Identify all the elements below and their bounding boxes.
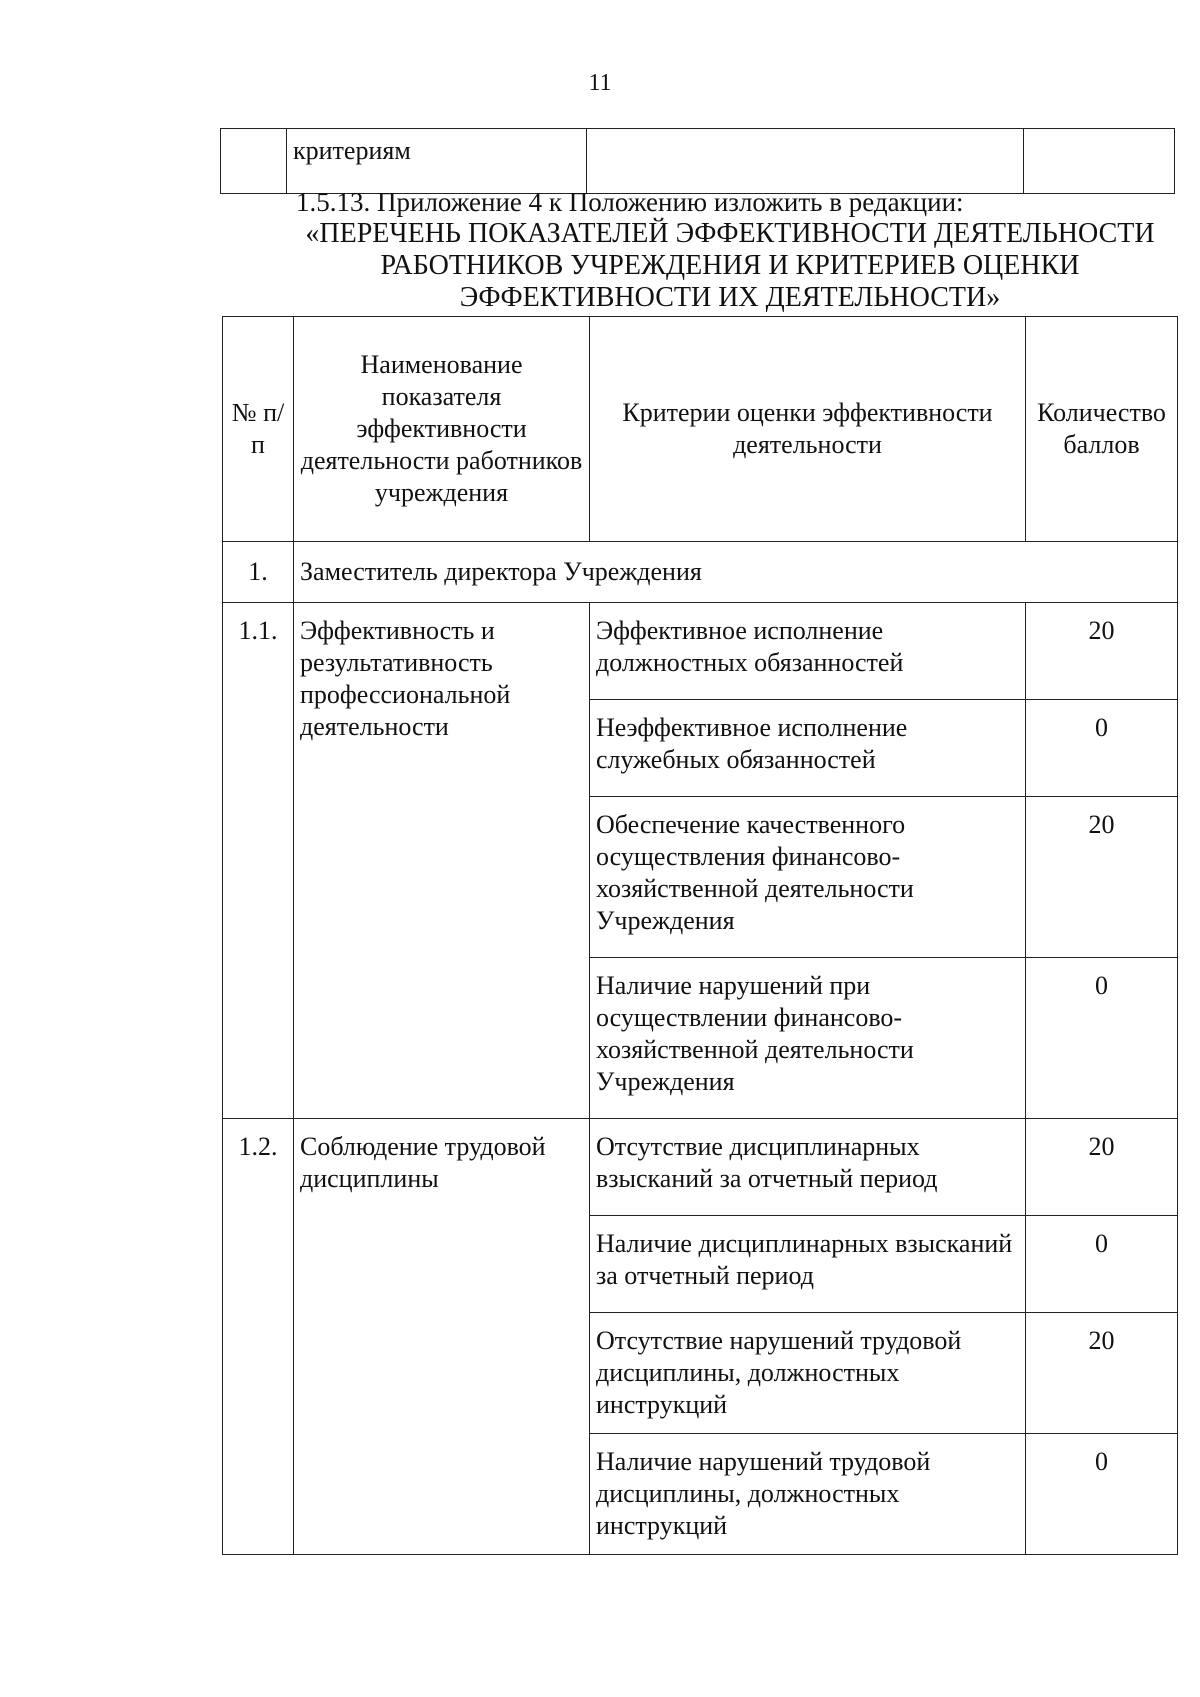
continuation-cell-points	[1024, 129, 1175, 194]
group-number: 1.1.	[223, 603, 294, 1119]
criterion-cell: Эффективное исполнение должностных обязанностей	[590, 603, 1026, 700]
heading-line-1: «ПЕРЕЧЕНЬ ПОКАЗАТЕЛЕЙ ЭФФЕКТИВНОСТИ ДЕЯТЕЛЬНОСТИ	[305, 218, 1155, 249]
header-points: Количество баллов	[1026, 317, 1178, 542]
continuation-table	[220, 128, 1175, 194]
criterion-cell: Отсутствие дисциплинарных взысканий за отчетный период	[590, 1119, 1026, 1216]
criterion-cell: Неэффективное исполнение служебных обязанностей	[590, 700, 1026, 797]
points-cell: 0	[1026, 1216, 1178, 1313]
header-indicator: Наименование показателя эффективности деятельности работников учреждения	[294, 317, 590, 542]
criterion-cell: Наличие нарушений при осуществлении финансово-хозяйственной деятельности Учреждения	[590, 958, 1026, 1119]
indicators-table	[222, 316, 1178, 1555]
table-row	[223, 1119, 1178, 1216]
criterion-cell: Обеспечение качественного осуществления финансово-хозяйственной деятельности Учреждения	[590, 797, 1026, 958]
points-cell: 20	[1026, 797, 1178, 958]
criterion-cell: Наличие нарушений трудовой дисциплины, должностных инструкций	[590, 1434, 1026, 1555]
continuation-cell-indicator: критериям	[287, 129, 587, 194]
points-cell: 0	[1026, 958, 1178, 1119]
continuation-cell-criteria	[587, 129, 1024, 194]
points-cell: 20	[1026, 1119, 1178, 1216]
page-number: 11	[588, 70, 612, 96]
group-number: 1.2.	[223, 1119, 294, 1555]
points-cell: 0	[1026, 1434, 1178, 1555]
continuation-row	[221, 129, 1175, 194]
header-number: № п/п	[223, 317, 294, 542]
table-header-row	[223, 317, 1178, 542]
criterion-cell: Наличие дисциплинарных взысканий за отчетный период	[590, 1216, 1026, 1313]
points-cell: 20	[1026, 603, 1178, 700]
points-cell: 0	[1026, 700, 1178, 797]
criterion-cell: Отсутствие нарушений трудовой дисциплины, должностных инструкций	[590, 1313, 1026, 1434]
continuation-cell-number	[221, 129, 287, 194]
heading-line-3: ЭФФЕКТИВНОСТИ ИХ ДЕЯТЕЛЬНОСТИ»	[459, 282, 1001, 313]
group-indicator: Эффективность и результативность профессиональной деятельности	[294, 603, 590, 1119]
points-cell: 20	[1026, 1313, 1178, 1434]
document-heading	[280, 218, 1180, 314]
section-row	[223, 542, 1178, 603]
section-number: 1.	[223, 542, 294, 603]
section-title: Заместитель директора Учреждения	[294, 542, 1178, 603]
amendment-line: 1.5.13. Приложение 4 к Положению изложить в редакции:	[296, 187, 964, 217]
table-row	[223, 603, 1178, 700]
heading-line-2: РАБОТНИКОВ УЧРЕЖДЕНИЯ И КРИТЕРИЕВ ОЦЕНКИ	[380, 250, 1080, 281]
header-criteria: Критерии оценки эффективности деятельности	[590, 317, 1026, 542]
group-indicator: Соблюдение трудовой дисциплины	[294, 1119, 590, 1555]
